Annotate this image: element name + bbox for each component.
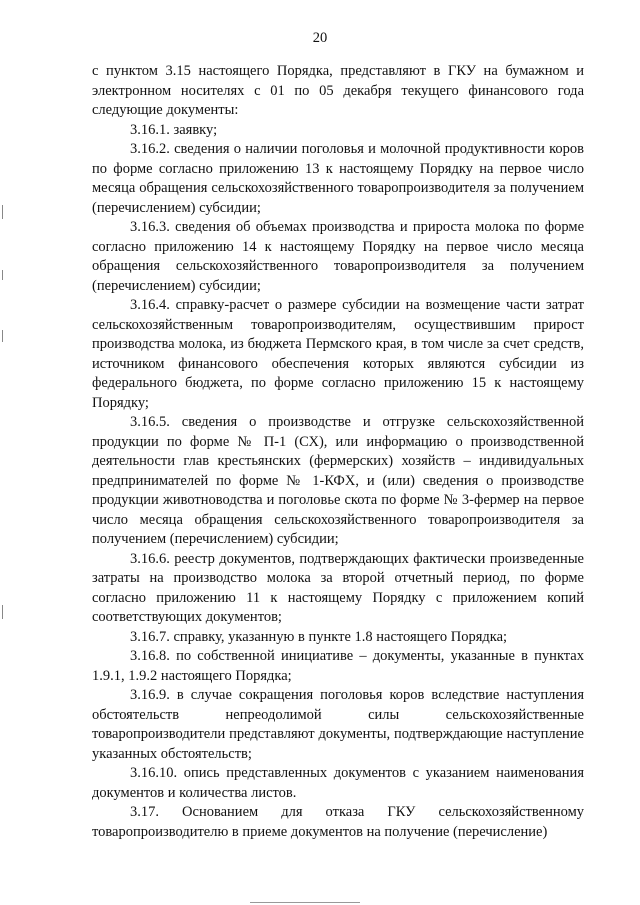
scan-margin-mark	[2, 270, 3, 280]
paragraph-3-16-1: 3.16.1. заявку;	[130, 121, 218, 138]
scan-bottom-mark	[250, 902, 360, 903]
paragraph-3-16-5: 3.16.5. сведения о производстве и отгрузке сельскохозяйственной продукции по форме № П-1 (СХ), или информацию о производственной деятельности глав крестьянских (фермерских) хозяйств – индивидуальных предпринимателей по форме № 1-КФХ, и (или) сведения о производстве продукции животноводства и поголовье скота по форме № 3-фермер на первое число месяца обращения сельскохозяйственного товаропроизводителя за получением (перечислением) субсидии;	[92, 414, 584, 547]
paragraph-intro: с пунктом 3.15 настоящего Порядка, представляют в ГКУ на бумажном и электронном носителях с 01 по 05 декабря текущего финансового года следующие документы:	[92, 63, 584, 118]
paragraph-3-16-7: 3.16.7. справку, указанную в пункте 1.8 настоящего Порядка;	[130, 628, 508, 645]
scan-margin-mark	[2, 605, 3, 619]
scan-margin-mark	[2, 330, 3, 342]
paragraph-3-16-4: 3.16.4. справку-расчет о размере субсидии на возмещение части затрат сельскохозяйственным товаропроизводителям, осуществившим прирост производства молока, из бюджета Пермского края, в том числе за счет средств, источником финансового обеспечения которых являются субсидии из федерального бюджета, по форме согласно приложению 15 к настоящему Порядку;	[92, 297, 584, 411]
paragraph-3-16-10: 3.16.10. опись представленных документов с указанием наименования документов и количества листов.	[92, 765, 584, 801]
paragraph-3-16-8: 3.16.8. по собственной инициативе – документы, указанные в пунктах 1.9.1, 1.9.2 настоящего Порядка;	[92, 648, 584, 684]
paragraph-3-16-2: 3.16.2. сведения о наличии поголовья и молочной продуктивности коров по форме согласно приложению 13 к настоящему Порядку на первое число месяца обращения сельскохозяйственного товаропроизводителя за получением (перечислением) субсидии;	[92, 141, 584, 216]
paragraph-3-16-9: 3.16.9. в случае сокращения поголовья коров вследствие наступления обстоятельств непреодолимой силы сельскохозяйственные товаропроизводители представляют документы, подтверждающие наступление указанных обстоятельств;	[92, 687, 584, 762]
page-number: 20	[312, 30, 328, 46]
scan-margin-mark	[2, 205, 3, 219]
paragraph-3-16-6: 3.16.6. реестр документов, подтверждающих фактически произведенные затраты на производство молока за второй отчетный период, по форме согласно приложению 11 к настоящему Порядку с приложением копий соответствующих документов;	[92, 550, 584, 625]
paragraph-3-16-3: 3.16.3. сведения об объемах производства и прироста молока по форме согласно приложению 14 к настоящему Порядку на первое число месяца обращения сельскохозяйственного товаропроизводителя за получением (перечислением) субсидии;	[92, 219, 584, 294]
document-body	[92, 62, 584, 842]
paragraph-3-17: 3.17. Основанием для отказа ГКУ сельскохозяйственному товаропроизводителю в приеме документов на получение (перечисление)	[92, 804, 584, 840]
